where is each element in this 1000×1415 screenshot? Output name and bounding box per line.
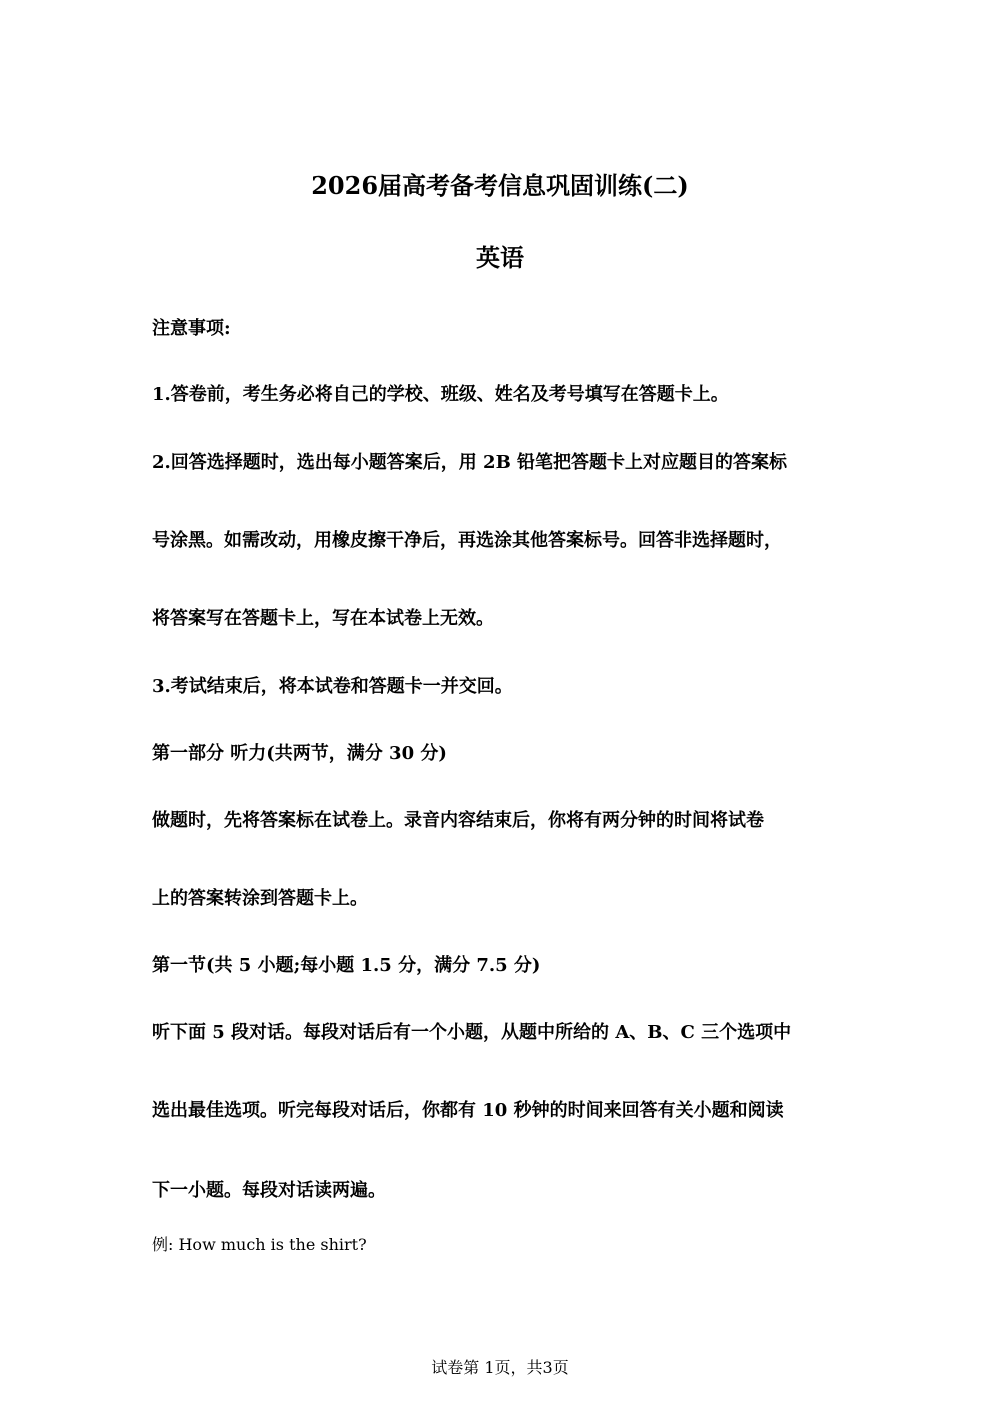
part1-intro-line-1: 做题时，先将答案标在试卷上。录音内容结束后，你将有两分钟的时间将试卷 <box>152 810 764 831</box>
section1-heading: 第一节(共 5 小题;每小题 1.5 分，满分 7.5 分) <box>152 955 541 976</box>
notice-heading: 注意事项: <box>152 318 231 339</box>
section1-intro-line-1: 听下面 5 段对话。每段对话后有一个小题，从题中所给的 A、B、C 三个选项中 <box>152 1022 792 1043</box>
notice-item-2-line-2: 号涂黑。如需改动，用橡皮擦干净后，再选涂其他答案标号。回答非选择题时， <box>152 530 782 551</box>
part1-heading: 第一部分 听力(共两节，满分 30 分) <box>152 743 447 764</box>
notice-item-3: 3.考试结束后，将本试卷和答题卡一并交回。 <box>152 676 513 697</box>
section1-intro-line-3: 下一小题。每段对话读两遍。 <box>152 1180 386 1201</box>
notice-item-2-line-3: 将答案写在答题卡上，写在本试卷上无效。 <box>152 608 494 629</box>
section1-intro-line-2: 选出最佳选项。听完每段对话后，你都有 10 秒钟的时间来回答有关小题和阅读 <box>152 1100 784 1121</box>
exam-subject: 英语 <box>476 243 524 272</box>
notice-item-1: 1.答卷前，考生务必将自己的学校、班级、姓名及考号填写在答题卡上。 <box>152 384 729 405</box>
notice-item-2-line-1: 2.回答选择题时，选出每小题答案后，用 2B 铅笔把答题卡上对应题目的答案标 <box>152 452 788 473</box>
part1-intro-line-2: 上的答案转涂到答题卡上。 <box>152 888 368 909</box>
example-question: 例: How much is the shirt? <box>152 1235 367 1254</box>
exam-title: 2026届高考备考信息巩固训练(二) <box>311 171 689 200</box>
page-footer: 试卷第 1页，共3页 <box>431 1358 569 1377</box>
